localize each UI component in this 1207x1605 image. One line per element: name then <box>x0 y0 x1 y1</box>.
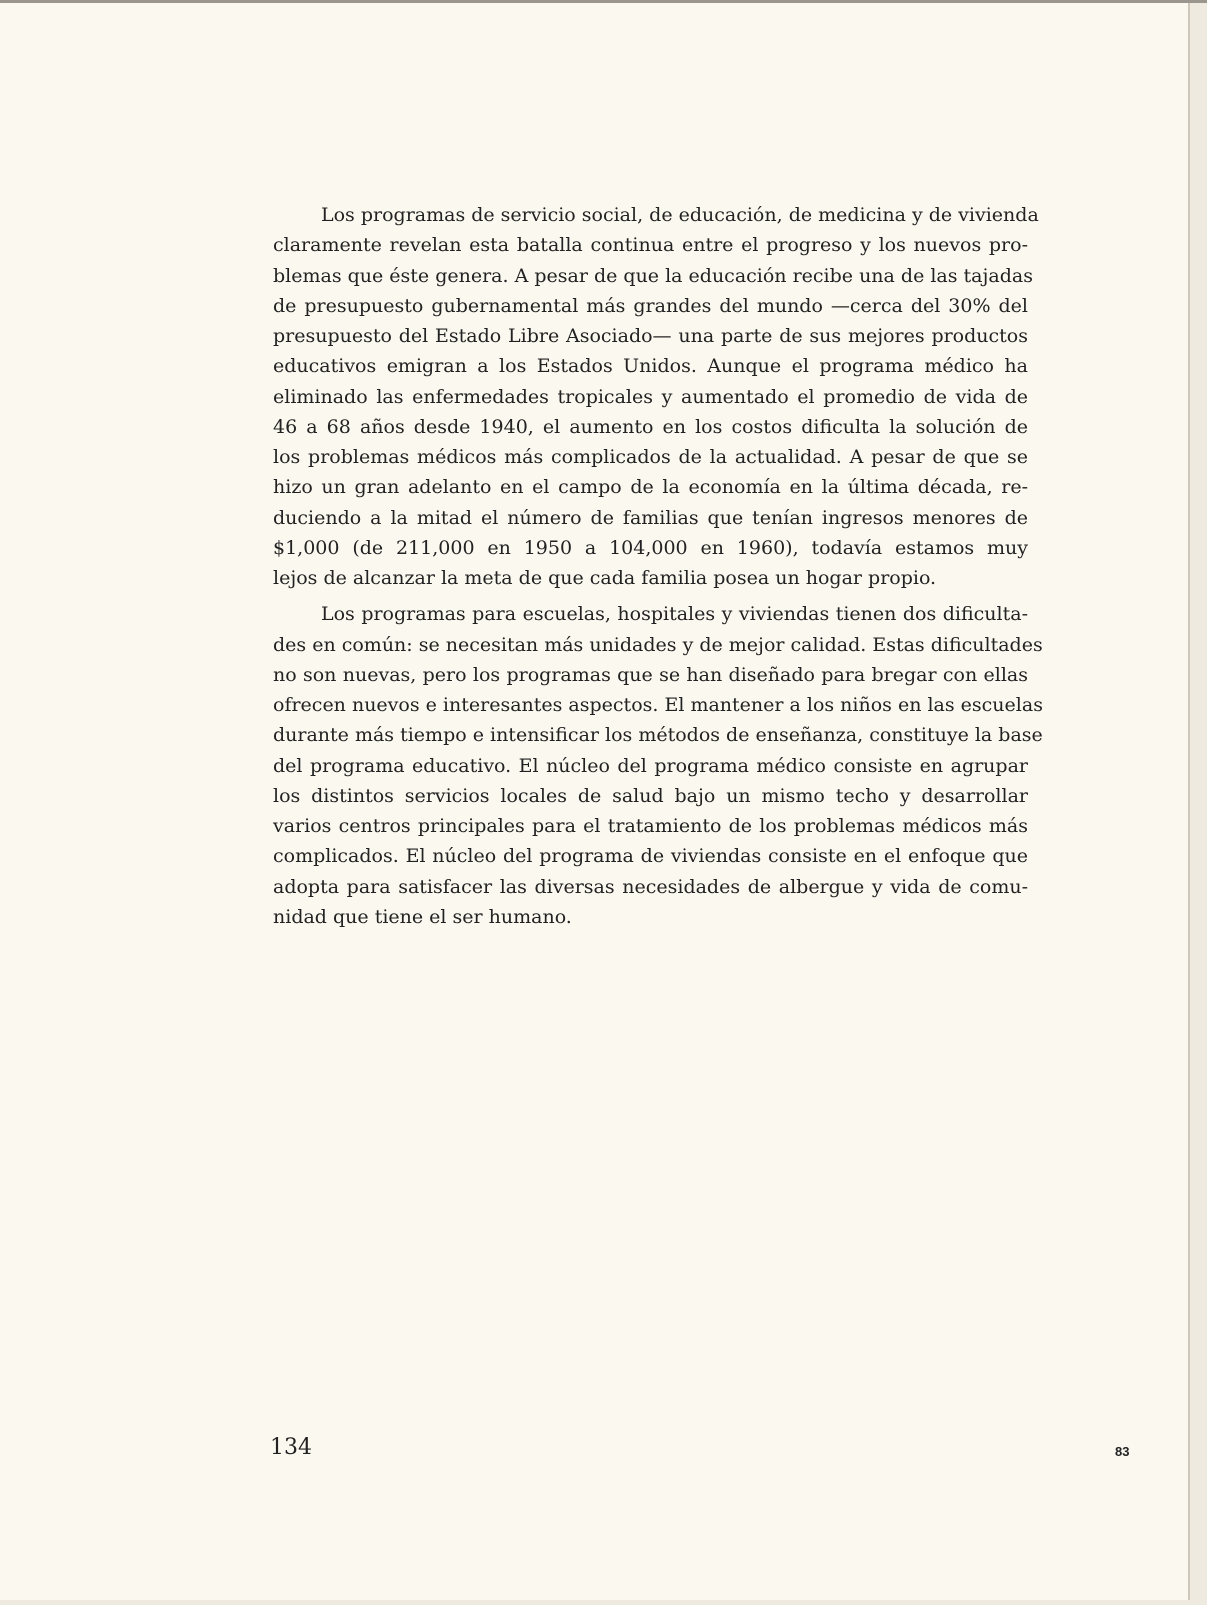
text-line: complicados. El núcleo del programa de viviendas consiste en el enfoque que <box>273 845 1028 868</box>
text-line: durante más tiempo e intensificar los métodos de enseñanza, constituye la base <box>273 724 1043 747</box>
text-line: lejos de alcanzar la meta de que cada familia posea un hogar propio. <box>273 567 937 589</box>
text-line: adopta para satisfacer las diversas necesidades de albergue y vida de comu- <box>273 875 1028 898</box>
text-line: 46 a 68 años desde 1940, el aumento en los costos dificulta la solución de <box>273 415 1028 438</box>
text-line: ofrecen nuevos e interesantes aspectos. El mantener a los niños en las escuelas <box>273 694 1043 716</box>
text-line: Los programas para escuelas, hospitales y viviendas tienen dos dificulta- <box>321 603 1028 626</box>
text-line: des en común: se necesitan más unidades y de mejor calidad. Estas dificultades <box>273 633 1043 656</box>
text-line: nidad que tiene el ser humano. <box>273 905 572 928</box>
text-line: claramente revelan esta batalla continua entre el progreso y los nuevos pro- <box>273 234 1028 257</box>
text-line: educativos emigran a los Estados Unidos. Aunque el programa médico ha <box>273 355 1028 378</box>
page-top-edge <box>0 0 1207 3</box>
text-line: hizo un gran adelanto en el campo de la economía en la última década, re- <box>273 476 1028 499</box>
text-line: no son nuevas, pero los programas que se han diseñado para bregar con ellas <box>273 663 1028 686</box>
text-line: duciendo a la mitad el número de familias que tenían ingresos menores de <box>273 506 1028 529</box>
paragraph-1 <box>273 200 1039 593</box>
text-line: los distintos servicios locales de salud bajo un mismo techo y desarrollar <box>273 784 1028 807</box>
text-line: presupuesto del Estado Libre Asociado— una parte de sus mejores productos <box>273 325 1028 347</box>
text-line: Los programas de servicio social, de educación, de medicina y de vivienda <box>321 204 1039 226</box>
text-line: los problemas médicos más complicados de la actualidad. A pesar de que se <box>273 446 1028 468</box>
text-line: del programa educativo. El núcleo del programa médico consiste en agrupar <box>273 754 1028 777</box>
page-number: 134 <box>270 1435 312 1460</box>
text-line: blemas que éste genera. A pesar de que la educación recibe una de las tajadas <box>273 264 1033 287</box>
sheet-number: 83 <box>1115 1444 1130 1459</box>
text-line: $1,000 (de 211,000 en 1950 a 104,000 en 1960), todavía estamos muy <box>273 536 1028 559</box>
text-line: eliminado las enfermedades tropicales y aumentado el promedio de vida de <box>273 385 1028 408</box>
paragraph-2 <box>273 599 1043 932</box>
text-line: de presupuesto gubernamental más grandes del mundo —cerca del 30% del <box>273 294 1028 317</box>
text-line: varios centros principales para el tratamiento de los problemas médicos más <box>273 815 1028 837</box>
body-text <box>273 200 1043 932</box>
